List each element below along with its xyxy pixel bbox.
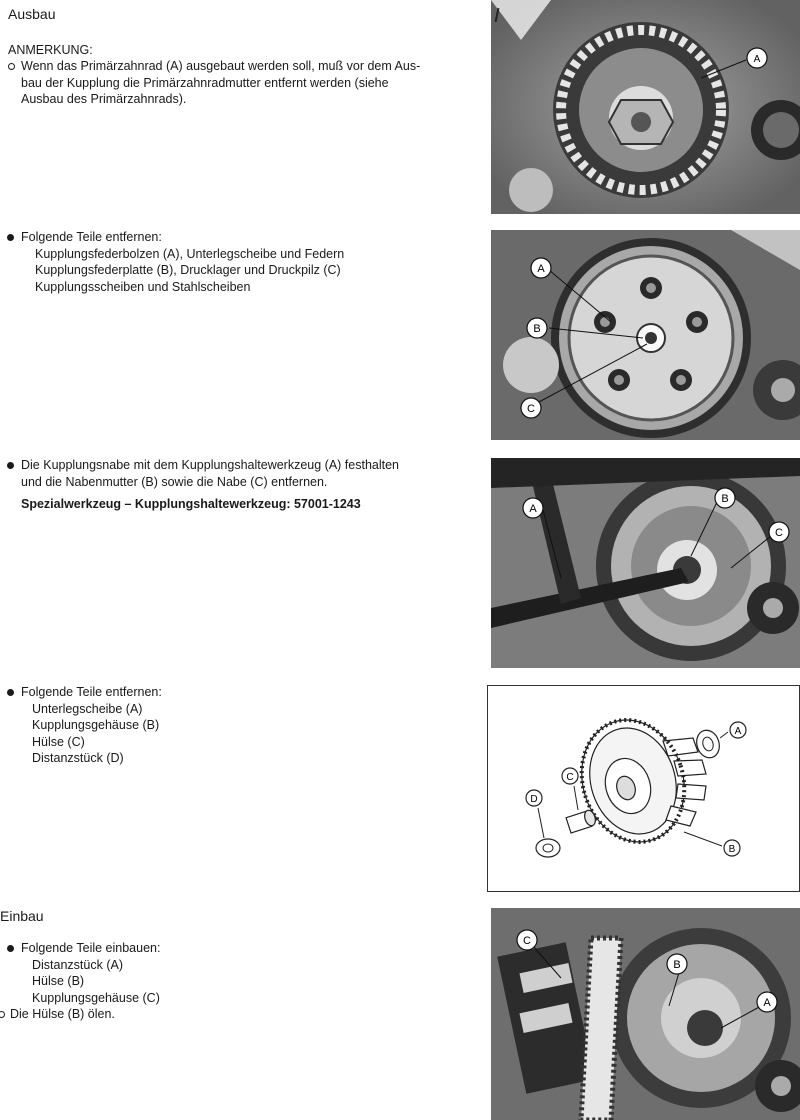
figure-primary-gear-photo — [491, 0, 800, 214]
step2-bullet-icon — [7, 462, 14, 469]
note-line: Ausbau des Primärzahnrads). — [21, 92, 187, 106]
special-tool-line: Spezialwerkzeug – Kupplungshaltewerkzeug: 57001-1243 — [21, 497, 361, 511]
figure-clutch-plate-photo — [491, 230, 800, 440]
step3-item: Kupplungsgehäuse (B) — [32, 718, 160, 732]
callout-label: A — [537, 263, 545, 275]
step3-block — [21, 684, 162, 767]
section-title-ausbau: Ausbau — [8, 6, 56, 22]
note-heading: ANMERKUNG: — [8, 43, 93, 57]
figure-exploded-diagram — [487, 685, 800, 892]
einbau-item: Distanzstück (A) — [32, 957, 123, 972]
einbau-bullet-icon — [7, 945, 14, 952]
note-line: bau der Kupplung die Primärzahnradmutter entfernt werden (siehe — [21, 75, 389, 90]
step1-item: Kupplungsfederbolzen (A), Unterlegscheibe und Federn — [35, 246, 345, 261]
step3-bullet-icon — [7, 689, 14, 696]
callout-label: B — [728, 844, 736, 855]
callout-label: A — [763, 997, 771, 1009]
callout-label: A — [734, 726, 742, 737]
callout-label: A — [529, 503, 537, 515]
step3-item: Distanzstück (D) — [32, 751, 124, 765]
callout-label: A — [753, 54, 761, 65]
step3-lead: Folgende Teile entfernen: — [21, 685, 162, 699]
callout-label: C — [527, 403, 535, 415]
callout-label: B — [673, 959, 681, 971]
einbau-note: Die Hülse (B) ölen. — [10, 1007, 115, 1021]
callout-label: C — [566, 772, 574, 783]
einbau-item: Kupplungsgehäuse (C) — [32, 990, 160, 1005]
step3-item: Hülse (C) — [32, 734, 85, 749]
step2-block — [21, 457, 471, 513]
step1-block — [21, 229, 344, 295]
step1-item: Kupplungsfederplatte (B), Drucklager und Druckpilz (C) — [35, 263, 341, 277]
callout-label: B — [533, 323, 541, 335]
callout-label: C — [775, 527, 783, 539]
step1-lead: Folgende Teile entfernen: — [21, 230, 162, 244]
einbau-lead: Folgende Teile einbauen: — [21, 941, 161, 955]
note-bullet-icon — [8, 63, 15, 70]
callout-label: D — [530, 794, 538, 805]
section-title-einbau: Einbau — [0, 908, 44, 924]
figure-installation-photo — [491, 908, 800, 1120]
figure-holding-tool-photo — [491, 458, 800, 668]
einbau-step-block — [21, 940, 160, 1006]
callout-label: B — [721, 493, 729, 505]
note-line: Wenn das Primärzahnrad (A) ausgebaut werden soll, muß vor dem Aus- — [21, 59, 421, 73]
step2-line: und die Nabenmutter (B) sowie die Nabe (C) entfernen. — [21, 474, 328, 489]
step3-item: Unterlegscheibe (A) — [32, 701, 143, 716]
einbau-item: Hülse (B) — [32, 974, 85, 988]
step1-item: Kupplungsscheiben und Stahlscheiben — [35, 279, 251, 294]
note-block — [21, 58, 476, 108]
einbau-note-bullet-icon — [0, 1011, 5, 1018]
callout-label: C — [523, 935, 531, 947]
step1-bullet-icon — [7, 234, 14, 241]
step2-line: Die Kupplungsnabe mit dem Kupplungshaltewerkzeug (A) festhalten — [21, 458, 400, 472]
